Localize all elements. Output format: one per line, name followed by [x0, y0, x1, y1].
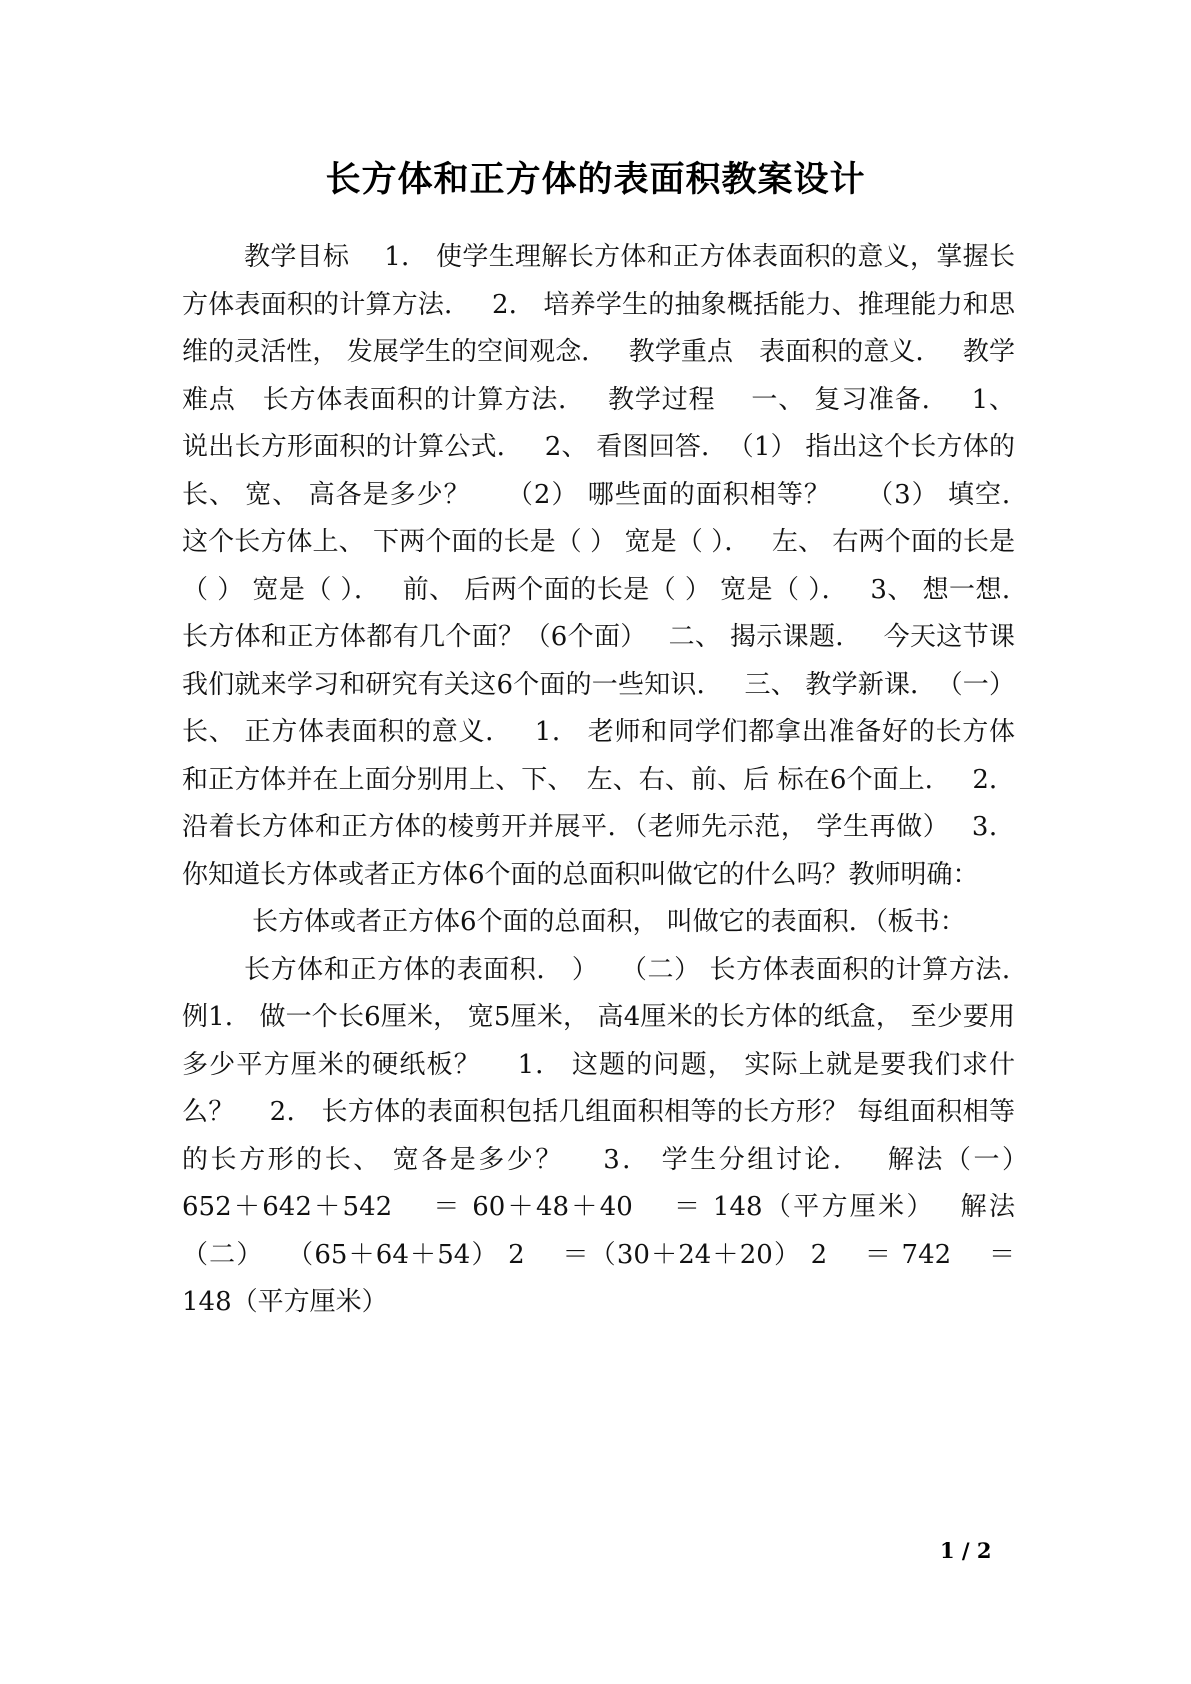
- paragraph-3: 长方体和正方体的表面积． ） （二） 长方体表面积的计算方法． 例1． 做一个长6厘米， 宽5厘米， 高4厘米的长方体的纸盒， 至少要用多少平方厘米的硬纸板？ 1． 这题的问题， 实际上就是要我们求什么？ 2． 长方体的表面积包括几组面积相等的长方形？ 每组面积相等的长方形的长、 宽各是多少？ 3． 学生分组讨论． 解法（一） 652＋642＋542 ＝ 60＋48＋40 ＝ 148（平方厘米） 解法（二） （65＋64＋54） 2 ＝（30＋24＋20） 2 ＝ 742 ＝ 148（平方厘米）: [182, 954, 1050, 1317]
- document-title: 长方体和正方体的表面积教案设计: [325, 160, 866, 200]
- paragraph-2: 长方体或者正方体6个面的总面积， 叫做它的表面积．（板书：: [252, 907, 966, 937]
- page-number: 1 / 2: [940, 1538, 992, 1563]
- paragraph-1: 教学目标 1． 使学生理解长方体和正方体表面积的意义，掌握长方体表面积的计算方法． 2． 培养学生的抽象概括能力、推理能力和思维的灵活性， 发展学生的空间观念． 教学重点 表面积的意义． 教学难点 长方体表面积的计算方法． 教学过程 一、 复习准备． 1、 说出长方形面积的计算公式． 2、 看图回答． （1） 指出这个长方体的长、 宽、 高各是多少？ （2） 哪些面的面积相等？ （3） 填空． 这个长方体上、 下两个面的长是（ ） 宽是（ ）． 左、 右两个面的长是（ ） 宽是（ ）． 前、 后两个面的长是（ ） 宽是（ ）． 3、 想一想． 长方体和正方体都有几个面？（6个面） 二、 揭示课题． 今天这节课我们就来学习和研究有关这6个面的一些知识． 三、 教学新课． （一） 长、 正方体表面积的意义． 1． 老师和同学们都拿出准备好的长方体和正方体并在上面分别用上、下、 左、右、前、后 标在6个面上． 2． 沿着长方体和正方体的棱剪开并展平．（老师先示范， 学生再做） 3． 你知道长方体或者正方体6个面的总面积叫做它的什么吗？教师明确：: [182, 242, 1050, 890]
- document-body: [182, 234, 1050, 1327]
